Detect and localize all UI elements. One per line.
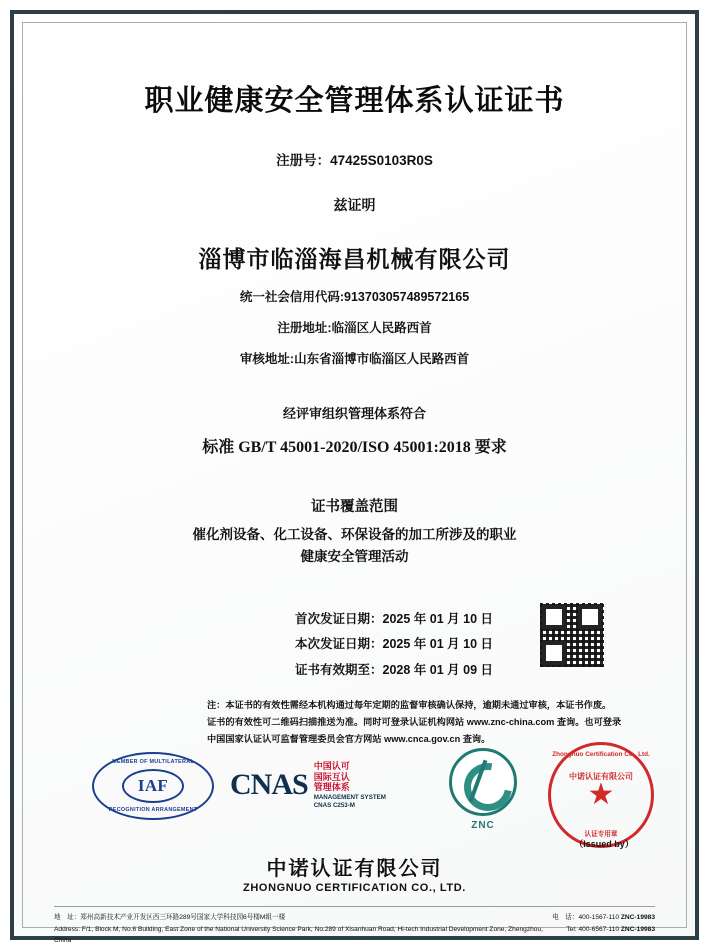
credit-code: 统一社会信用代码:913703057489572165 — [239, 290, 470, 304]
date-label-current-issue: 本次发证日期： — [295, 637, 383, 652]
footer-divider — [54, 906, 655, 907]
note-line-1: 注：本证书的有效性需经本机构通过每年定期的监督审核确认保持，逾期未通过审核，本证书作废。 — [207, 699, 612, 710]
cnas-code: CNAS C253-M — [313, 801, 355, 809]
scope-line-2: 健康安全管理活动 — [300, 549, 409, 565]
scope-line-1: 催化剂设备、化工设备、环保设备的加工所涉及的职业 — [192, 527, 517, 542]
note-line-2: 证书的有效性可二维码扫描推送为准。同时可登录认证机构网站 www.znc-china.com 查询。也可登录 — [207, 716, 622, 727]
qr-finder-bottom-left — [542, 641, 566, 665]
issuer-name-en: ZHONGNUO CERTIFICATION CO., LTD. — [243, 882, 466, 894]
issued-by-label: （Issued by） — [574, 839, 634, 849]
footer-tel-en-value: 400-6567-110 — [578, 925, 620, 933]
company-name: 淄博市临淄海昌机械有限公司 — [198, 247, 511, 273]
registration-number-label: 注册号： — [276, 153, 331, 168]
footer-address-cn-value: 郑州高新技术产业开发区西三环路289号国家大学科技园6号楼M組一楼 — [80, 914, 286, 921]
iaf-bottom-text: RECOGNITION ARRANGEMENT — [108, 807, 198, 813]
audit-address: 审核地址:山东省淄博市临淄区人民路西首 — [239, 352, 470, 366]
footer-tel-cn-row — [552, 912, 655, 924]
standard-intro: 经评审组织管理体系符合 — [282, 406, 426, 421]
znc-label: ZNC — [471, 820, 495, 831]
footer-address-en-value: F/1, Block M, No.6 Building, East Zone of the National University Science Park, No.289 of Xisanhuan Road, Hi-tech Industrial Development Zone, Zhengzhou, China — [54, 925, 543, 945]
date-row-expiry — [295, 658, 493, 684]
footer-tel-en-row — [552, 924, 655, 936]
seal-company-text: 中诺认证有限公司 — [569, 772, 633, 781]
date-label-expiry: 证书有效期至： — [295, 662, 383, 677]
znc-emblem-icon — [440, 748, 526, 834]
cnas-en-line: MANAGEMENT SYSTEM — [313, 794, 386, 802]
footer-address-en-row — [54, 924, 544, 947]
seal-star-icon: ★ — [587, 778, 615, 811]
standard-reference: 标准 GB/T 45001-2020/ISO 45001:2018 要求 — [202, 439, 507, 456]
date-value-first-issue: 2025 年 01 月 10 日 — [382, 611, 493, 626]
date-row-first-issue — [295, 607, 493, 633]
iaf-logo-icon — [92, 752, 214, 820]
official-seal-icon — [548, 742, 660, 848]
iaf-top-text: MEMBER OF MULTILATERAL — [112, 759, 194, 765]
registration-number-value: 47425S0103R0S — [330, 153, 433, 168]
footer-address-cn-row — [54, 912, 544, 924]
scope-block — [40, 495, 669, 569]
hereby-certify-text: 兹证明 — [333, 197, 376, 213]
cnas-mark: CNAS — [230, 768, 308, 801]
cnas-logo-icon — [230, 754, 390, 816]
footer-tel-cn-value: 400-1567-110 — [578, 914, 620, 921]
dates-and-qr-row — [40, 603, 669, 693]
certificate-content — [40, 40, 669, 945]
seal-top-text: Zhongnuo Certification Co., Ltd. — [552, 751, 650, 758]
znc-emblem-circle — [449, 748, 517, 816]
footer-doc-code-bottom: ZNC-19983 — [620, 925, 655, 933]
accreditation-logos — [40, 740, 669, 850]
footer-doc-code-top: ZNC-19983 — [620, 914, 655, 921]
footer-tel-cn-label: 电 话： — [552, 914, 579, 921]
date-row-current-issue — [295, 632, 493, 658]
issuer-name-cn: 中诺认证有限公司 — [266, 856, 443, 880]
certificate-dates — [295, 607, 493, 684]
note-line-3: 中国国家认证认可监督管理委员会官方网站 www.cnca.gov.cn 查询。 — [207, 733, 491, 744]
certificate-title: 职业健康安全管理体系认证证书 — [144, 83, 565, 117]
footer-address-cn-label: 地 址： — [54, 914, 81, 921]
footer-address-en-label: Address: — [54, 925, 81, 933]
qr-code-icon[interactable] — [540, 603, 604, 667]
footer-contact-block — [544, 912, 655, 935]
cnas-cn-line-2: 国际互认 — [313, 771, 350, 782]
certificate-outer-border — [10, 10, 699, 945]
registration-number — [40, 149, 669, 169]
seal-circle — [548, 742, 654, 848]
cnas-text-block — [314, 761, 386, 808]
footer-tel-en-label: Tel: — [566, 925, 577, 933]
footer-address-block — [54, 912, 544, 947]
registered-address: 注册地址:临淄区人民路西首 — [277, 321, 432, 335]
iaf-mark: IAF — [122, 769, 184, 803]
date-value-current-issue: 2025 年 01 月 10 日 — [382, 637, 493, 652]
cnas-cn-line-1: 中国认可 — [313, 761, 350, 772]
standard-block — [40, 403, 669, 457]
scope-title: 证书覆盖范围 — [311, 499, 398, 515]
footer — [54, 912, 655, 947]
cnas-cn-line-3: 管理体系 — [313, 782, 350, 793]
seal-bottom-text: 认证专用章 — [584, 831, 618, 838]
date-value-expiry: 2028 年 01 月 09 日 — [382, 662, 493, 677]
date-label-first-issue: 首次发证日期： — [295, 611, 383, 626]
